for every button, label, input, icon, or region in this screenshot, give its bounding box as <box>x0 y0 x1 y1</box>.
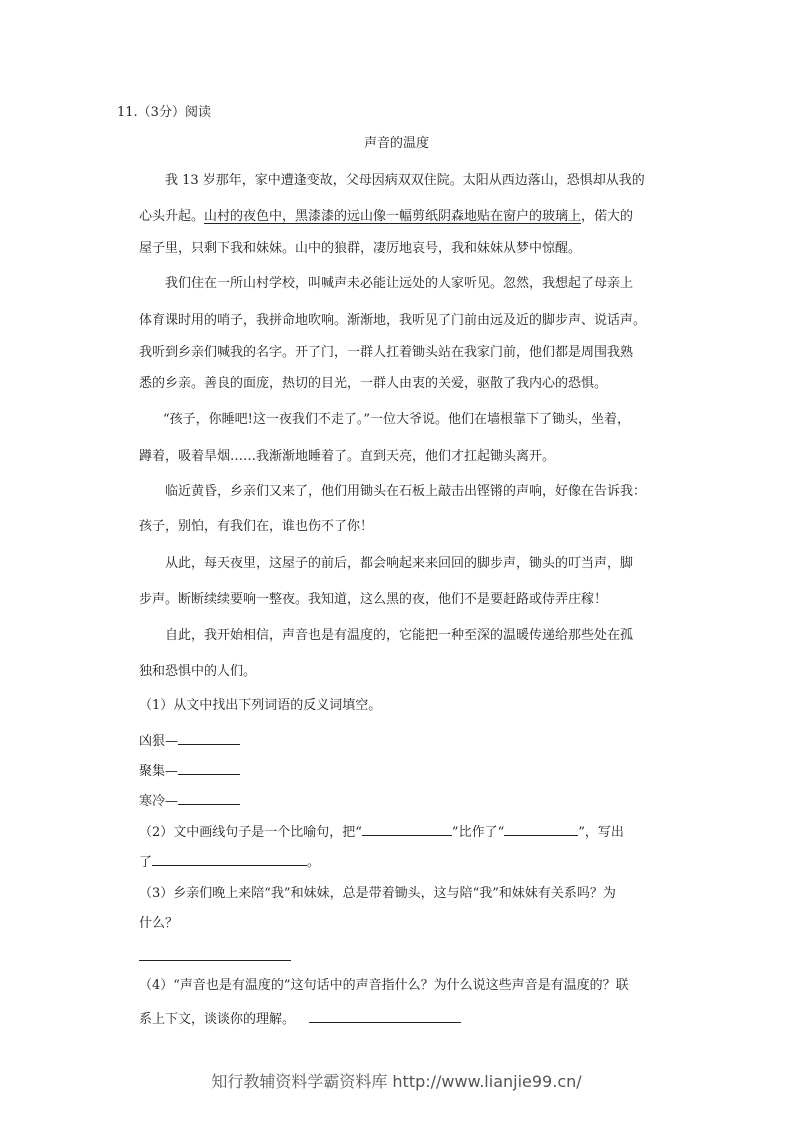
passage-p2-line1: 我们住在一所山村学校，叫喊声未必能让远处的人家听见。忽然，我想起了母亲上 <box>165 276 634 291</box>
underlined-metaphor-sentence: 山村的夜色中，黑漆漆的远山像一幅剪纸阴森地贴在窗户的玻璃上 <box>204 209 582 224</box>
q2-line2 <box>139 852 320 872</box>
passage-p1-line3: 屋子里，只剩下我和妹妹。山中的狼群，凄厉地哀号，我和妹妹从梦中惊醒。 <box>139 241 582 256</box>
q1-word-1: 凶狠— <box>139 734 179 749</box>
answer-blank-q1-2[interactable] <box>178 761 240 775</box>
passage-p3-line1: “孩子，你睡吧!这一夜我们不走了。”一位大爷说。他们在墙根靠下了锄头，坐着， <box>163 412 631 427</box>
q1-word-3: 寒冷— <box>139 794 179 809</box>
q2-text-b: ”比作了“ <box>451 825 505 840</box>
footer-watermark: 知行教辅资料学霸资料库 http://www.lianjie99.cn/ <box>211 1072 582 1091</box>
answer-blank-q1-1[interactable] <box>178 731 240 745</box>
q2-text-d: 了 <box>139 855 153 870</box>
q4-line2 <box>139 1009 461 1029</box>
passage-p6-line1: 自此，我开始相信，声音也是有温度的，它能把一种至深的温暖传递给那些处在孤 <box>165 628 634 643</box>
q1-item-3 <box>139 791 240 811</box>
question-header: 11.（3分）阅读 <box>117 105 211 120</box>
passage-p3-line2: 蹲着，吸着旱烟……我渐渐地睡着了。直到天亮，他们才扛起锄头离开。 <box>139 449 556 464</box>
answer-blank-q1-3[interactable] <box>178 791 240 805</box>
p1-line2-post: ，偌大的 <box>581 209 634 224</box>
passage-p5-line1: 从此，每天夜里，这屋子的前后，都会响起来来回回的脚步声，锄头的叮当声，脚 <box>165 556 634 571</box>
q1-word-2: 聚集— <box>139 764 179 779</box>
q2-line1 <box>139 822 624 842</box>
q2-text-a: （2）文中画线句子是一个比喻句，把“ <box>139 825 362 840</box>
passage-p6-line2: 独和恐惧中的人们。 <box>139 664 257 679</box>
passage-title: 声音的温度 <box>363 136 429 151</box>
q4-line1: （4）“声音也是有温度的”这句话中的声音指什么？为什么说这些声音是有温度的？联 <box>139 978 629 993</box>
q4-text-l2: 系上下文，谈谈你的理解。 <box>139 1012 296 1027</box>
passage-p1-line1: 我 13 岁那年，家中遭逢变故，父母因病双双住院。太阳从西边落山，恐惧却从我的 <box>165 173 645 188</box>
q2-text-e: 。 <box>307 855 321 870</box>
passage-p2-line2: 体育课时用的哨子，我拼命地吹响。渐渐地，我听见了门前由远及近的脚步声、说话声。 <box>139 313 647 328</box>
passage-p5-line2: 步声。断断续续要响一整夜。我知道，这么黑的夜，他们不是要赶路或侍弄庄稼！ <box>139 592 608 607</box>
passage-p4-line2: 孩子，别怕，有我们在，谁也伤不了你！ <box>139 519 374 534</box>
q1-item-2 <box>139 761 240 781</box>
passage-p2-line3: 我听到乡亲们喊我的名字。开了门，一群人扛着锄头站在我家门前，他们都是周围我熟 <box>139 345 634 360</box>
answer-blank-q2-1[interactable] <box>362 822 452 836</box>
answer-blank-q4[interactable] <box>309 1009 461 1023</box>
p1-line2-pre: 心头升起。 <box>139 209 205 224</box>
answer-blank-q2-2[interactable] <box>504 822 578 836</box>
passage-p2-line4: 悉的乡亲。善良的面庞，热切的目光，一群人由衷的关爱，驱散了我内心的恐惧。 <box>139 376 608 391</box>
q1-item-1 <box>139 731 240 751</box>
passage-p4-line1: 临近黄昏，乡亲们又来了，他们用锄头在石板上敲击出铿锵的声响，好像在告诉我： <box>165 484 647 499</box>
q3-line2: 什么？ <box>139 916 179 931</box>
passage-p1-line2 <box>139 208 633 226</box>
answer-line-q3[interactable] <box>139 960 291 961</box>
answer-blank-q2-3[interactable] <box>152 852 307 866</box>
q2-text-c: ”，写出 <box>578 825 624 840</box>
q1-prompt: （1）从文中找出下列词语的反义词填空。 <box>139 698 382 713</box>
q3-line1: （3）乡亲们晚上来陪“我”和妹妹，总是带着锄头，这与陪“我”和妹妹有关系吗？为 <box>139 886 616 901</box>
